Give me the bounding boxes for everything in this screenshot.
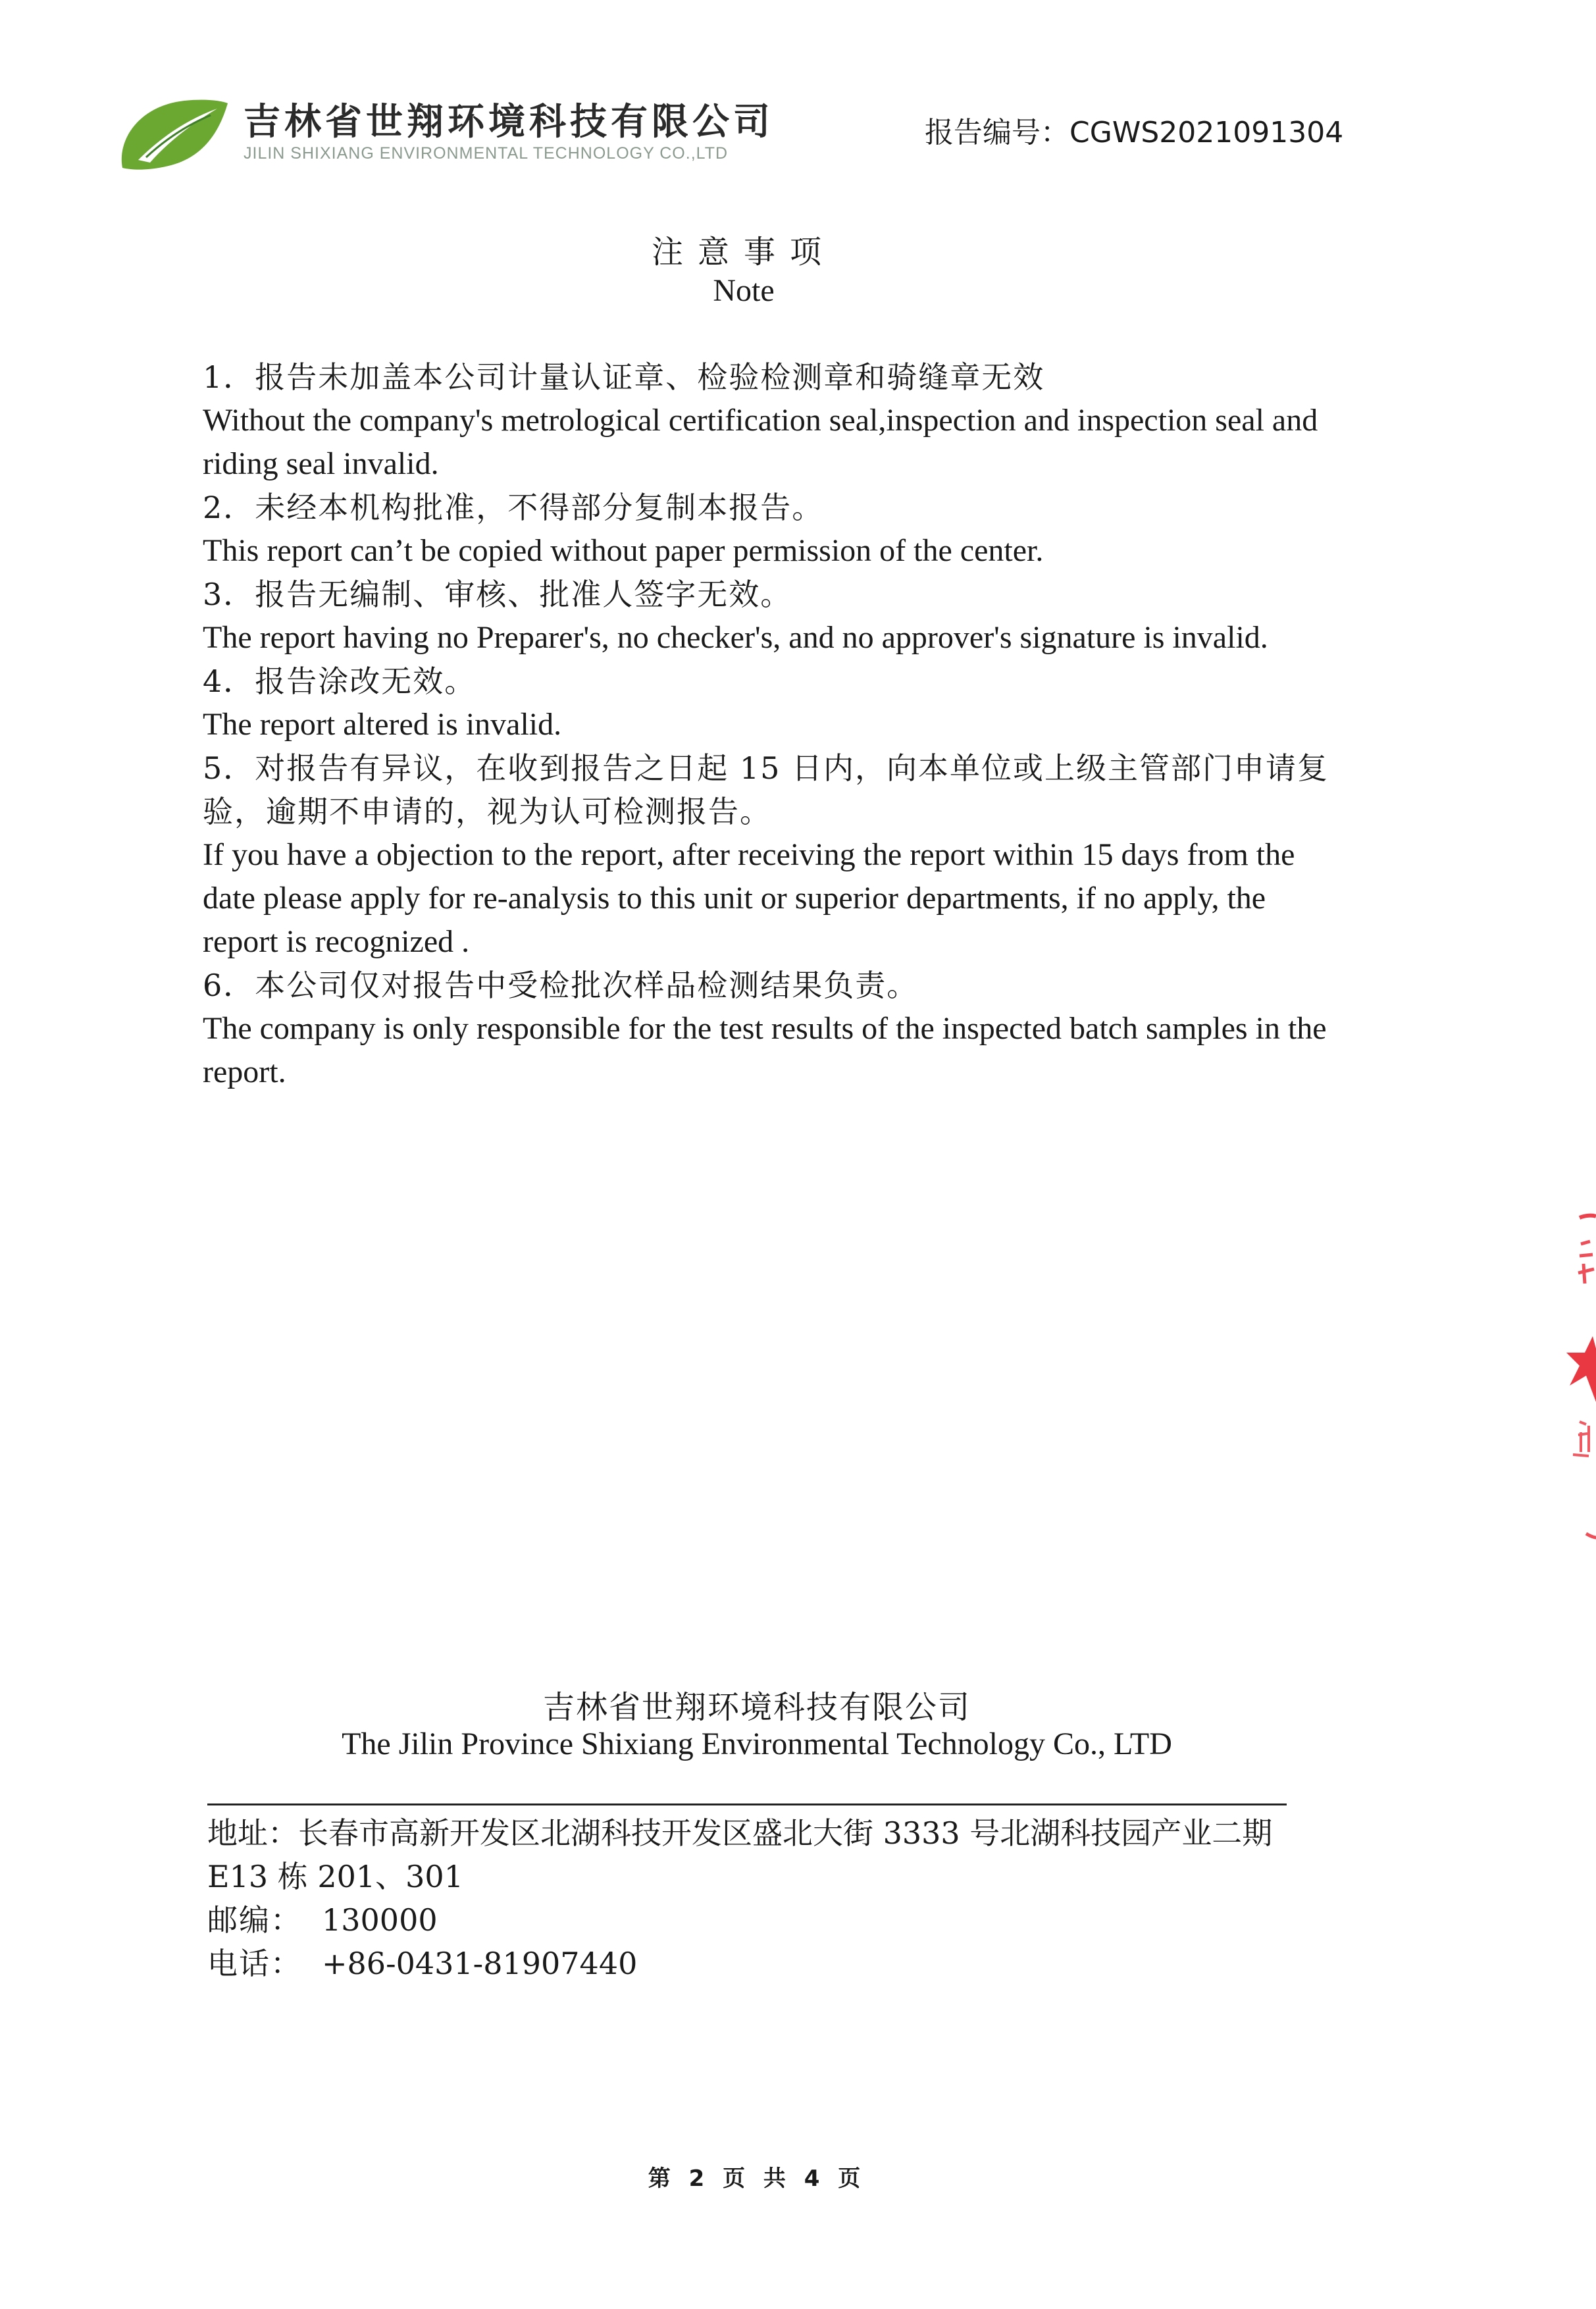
notes-list (203, 355, 1341, 1094)
company-name-en: JILIN SHIXIANG ENVIRONMENTAL TECHNOLOGY CO.,LTD (244, 144, 729, 163)
page-title-en: Note (713, 273, 775, 308)
page-number: 第 2 页 共 4 页 (648, 2166, 866, 2192)
note-item (203, 573, 1341, 660)
note-item (203, 746, 1341, 964)
note-text-cn: 3．报告无编制、审核、批准人签字无效。 (203, 577, 792, 612)
note-text-cn: 6．本公司仅对报告中受检批次样品检测结果负责。 (203, 968, 919, 1003)
address-line-1: 地址：长春市高新开发区北湖科技开发区盛北大街 3333 号北湖科技园产业二期 (207, 1815, 1273, 1851)
contact-info (207, 1811, 1359, 1985)
note-text-en: Without the company's metrological certification seal,inspection and inspection seal and riding seal invalid. (203, 403, 1318, 481)
footer-company-name-cn: 吉林省世翔环境科技有限公司 (542, 1689, 971, 1726)
phone-row (207, 1942, 1359, 1985)
phone-label: 电话： (207, 1946, 302, 1981)
footer-divider (207, 1803, 1287, 1805)
postcode-row (207, 1898, 1359, 1942)
company-name-cn: 吉林省世翔环境科技有限公司 (244, 101, 774, 143)
report-header (112, 89, 1481, 181)
report-number (925, 109, 1343, 151)
note-item (203, 486, 1341, 573)
note-text-en: If you have a objection to the report, after receiving the report within 15 days from the date please apply for re-analysis to this unit or superior departments, if no apply, the report is recognized . (203, 837, 1295, 959)
note-text-cn: 5．对报告有异议，在收到报告之日起 15 日内，向本单位或上级主管部门申请复验，逾期不申请的，视为认可检测报告。 (203, 750, 1329, 829)
note-text-en: The report having no Preparer's, no checker's, and no approver's signature is invalid. (203, 620, 1268, 655)
footer-company-name-en: The Jilin Province Shixiang Environmental Technology Co., LTD (342, 1726, 1172, 1761)
address-line-2: E13 栋 201、301 (207, 1859, 463, 1894)
note-text-cn: 4．报告涂改无效。 (203, 663, 476, 699)
note-item (203, 355, 1341, 486)
riding-seal-stamp-icon (1540, 1205, 1596, 1547)
note-text-cn: 1．报告未加盖本公司计量认证章、检验检测章和骑缝章无效 (203, 359, 1045, 395)
note-item (203, 660, 1341, 746)
note-text-en: The report altered is invalid. (203, 707, 562, 742)
note-text-en: The company is only responsible for the test results of the inspected batch samples in the report. (203, 1011, 1327, 1089)
phone-value: +86-0431-81907440 (322, 1946, 638, 1981)
note-item (203, 964, 1341, 1094)
page-title-cn: 注意事项 (651, 234, 836, 271)
company-leaf-logo-icon (112, 94, 230, 173)
postcode-value: 130000 (322, 1902, 438, 1938)
report-number-label: 报告编号： (925, 116, 1069, 149)
report-number-value: CGWS2021091304 (1069, 116, 1344, 149)
note-text-en: This report can’t be copied without paper permission of the center. (203, 533, 1044, 568)
postcode-label: 邮编： (207, 1902, 302, 1938)
note-text-cn: 2．未经本机构批准，不得部分复制本报告。 (203, 490, 824, 525)
